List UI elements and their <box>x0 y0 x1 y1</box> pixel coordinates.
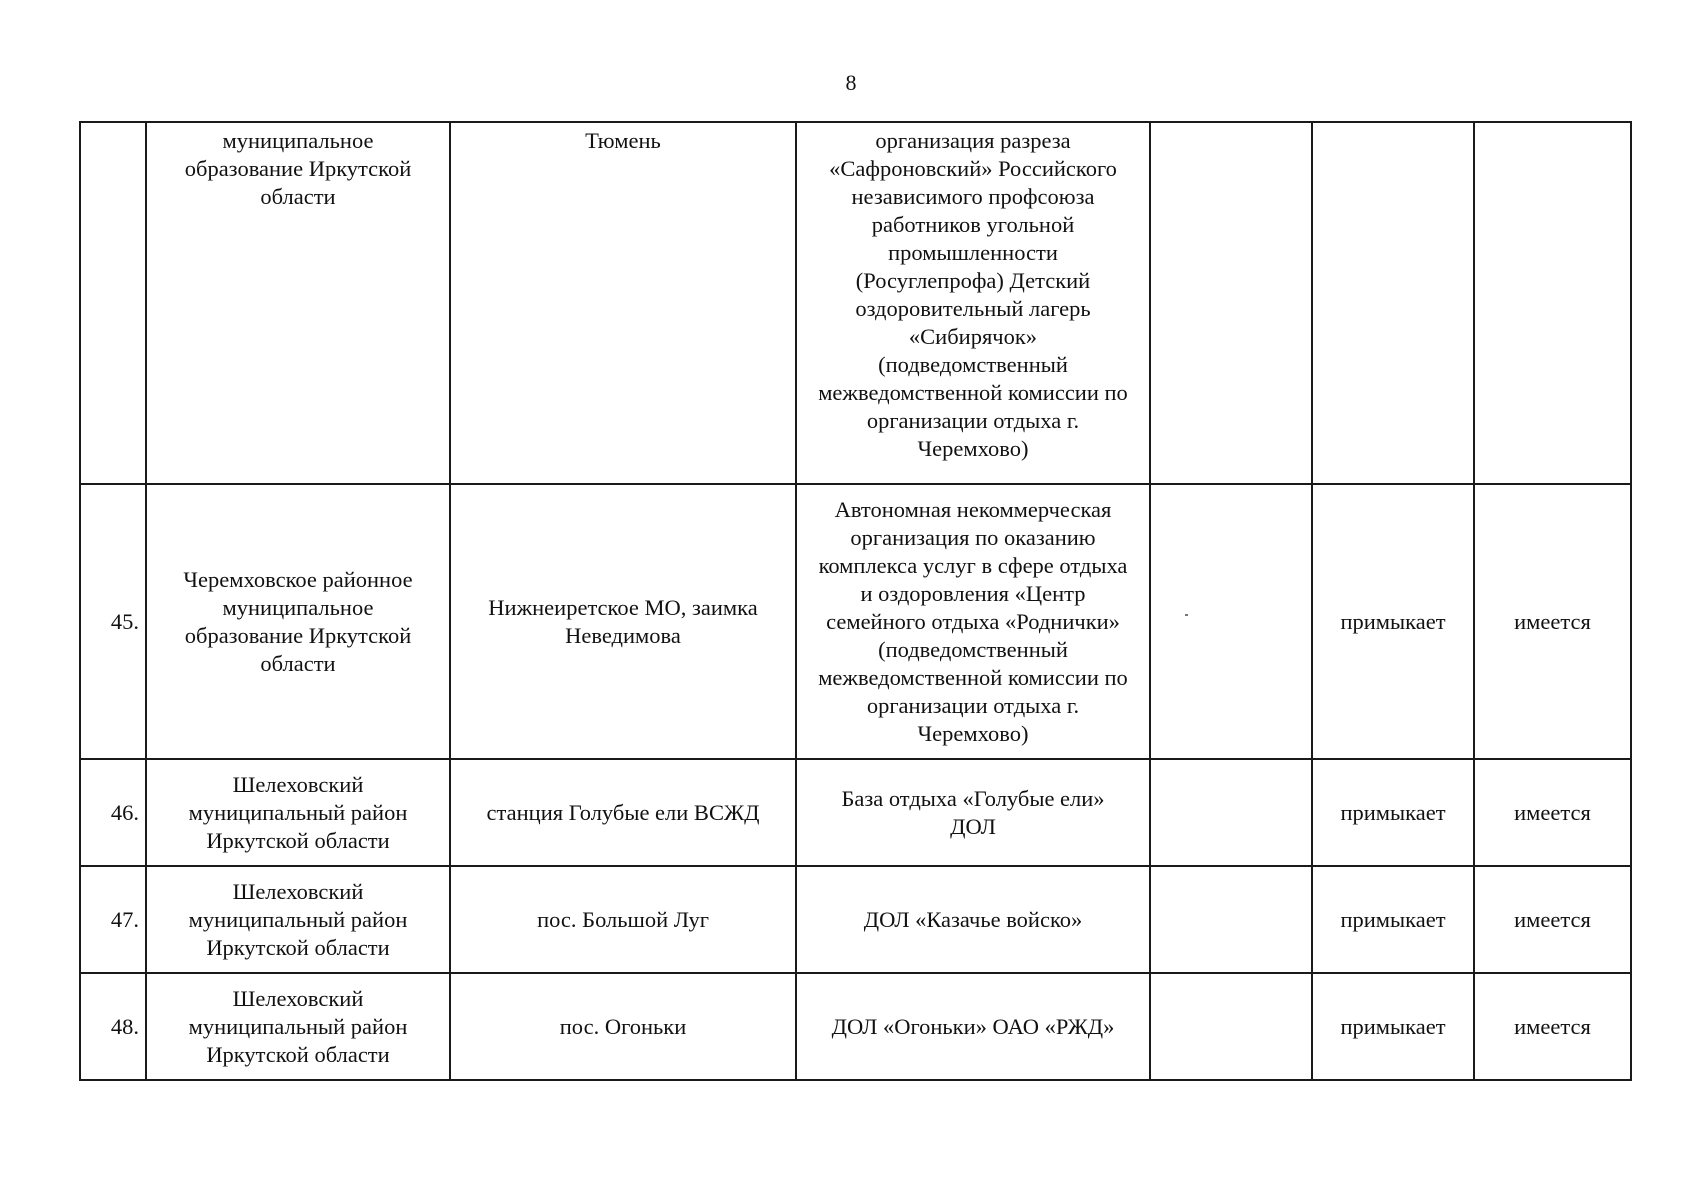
empty-cell <box>1150 866 1312 973</box>
table-row <box>80 759 1631 866</box>
location-cell <box>450 759 796 866</box>
organization-text: ДОЛ «Казачье войско» <box>863 906 1083 932</box>
location-text: станция Голубые ели ВСЖД <box>486 799 760 825</box>
municipality-cell <box>146 484 450 759</box>
row-number-cell: 47. <box>80 866 146 973</box>
adjacency-cell: примыкает <box>1312 866 1474 973</box>
empty-cell <box>1150 973 1312 1080</box>
table-row <box>80 866 1631 973</box>
row-number-cell: 46. <box>80 759 146 866</box>
empty-cell <box>1150 484 1312 759</box>
adjacency-cell <box>1312 122 1474 484</box>
municipality-cell <box>146 973 450 1080</box>
municipality-text: Шелеховский муниципальный район Иркутской области <box>188 878 408 960</box>
empty-cell <box>1150 122 1312 484</box>
availability-cell: имеется <box>1474 759 1631 866</box>
organization-cell <box>796 866 1150 973</box>
organization-text: организация разреза «Сафроновский» Российского независимого профсоюза работников угольной промышленности (Росуглепрофа) Детский оздоровительный лагерь «Сибирячок» (подведомственный межведомственной комиссии по организации отдыха г. Черемхово) <box>818 128 1128 461</box>
empty-cell <box>1150 759 1312 866</box>
organization-text: Автономная некоммерческая организация по оказанию комплекса услуг в сфере отдыха и оздоровления «Центр семейного отдыха «Роднички» (подведомственный межведомственной комиссии по организации отдыха г. Черемхово) <box>818 496 1128 746</box>
availability-cell <box>1474 122 1631 484</box>
adjacency-cell: примыкает <box>1312 484 1474 759</box>
municipality-cell <box>146 866 450 973</box>
organization-cell <box>796 484 1150 759</box>
camps-table <box>79 121 1632 1081</box>
organization-cell <box>796 759 1150 866</box>
adjacency-cell: примыкает <box>1312 973 1474 1080</box>
page-number: 8 <box>845 70 857 95</box>
municipality-text: Черемховское районное муниципальное образование Иркутской области <box>183 566 413 676</box>
table-row <box>80 484 1631 759</box>
location-cell <box>450 122 796 484</box>
organization-cell <box>796 122 1150 484</box>
location-text: Нижнеиретское МО, заимка Неведимова <box>488 594 758 648</box>
organization-text: База отдыха «Голубые ели» ДОЛ <box>841 785 1105 839</box>
location-text: пос. Огоньки <box>559 1013 687 1039</box>
row-number-cell <box>80 122 146 484</box>
availability-cell: имеется <box>1474 973 1631 1080</box>
municipality-text: муниципальное образование Иркутской области <box>184 128 412 209</box>
organization-text: ДОЛ «Огоньки» ОАО «РЖД» <box>831 1013 1115 1039</box>
table-row <box>80 973 1631 1080</box>
location-cell <box>450 484 796 759</box>
row-number-cell: 48. <box>80 973 146 1080</box>
municipality-text: Шелеховский муниципальный район Иркутской области <box>188 985 408 1067</box>
location-cell <box>450 866 796 973</box>
municipality-cell <box>146 122 450 484</box>
availability-cell: имеется <box>1474 866 1631 973</box>
availability-cell: имеется <box>1474 484 1631 759</box>
municipality-text: Шелеховский муниципальный район Иркутской области <box>188 771 408 853</box>
adjacency-cell: примыкает <box>1312 759 1474 866</box>
row-number-cell: 45. <box>80 484 146 759</box>
scan-speck <box>1185 614 1188 616</box>
location-text: пос. Большой Луг <box>537 906 709 932</box>
municipality-cell <box>146 759 450 866</box>
location-text: Тюмень <box>585 128 661 153</box>
location-cell <box>450 973 796 1080</box>
organization-cell <box>796 973 1150 1080</box>
table-row <box>80 122 1631 484</box>
